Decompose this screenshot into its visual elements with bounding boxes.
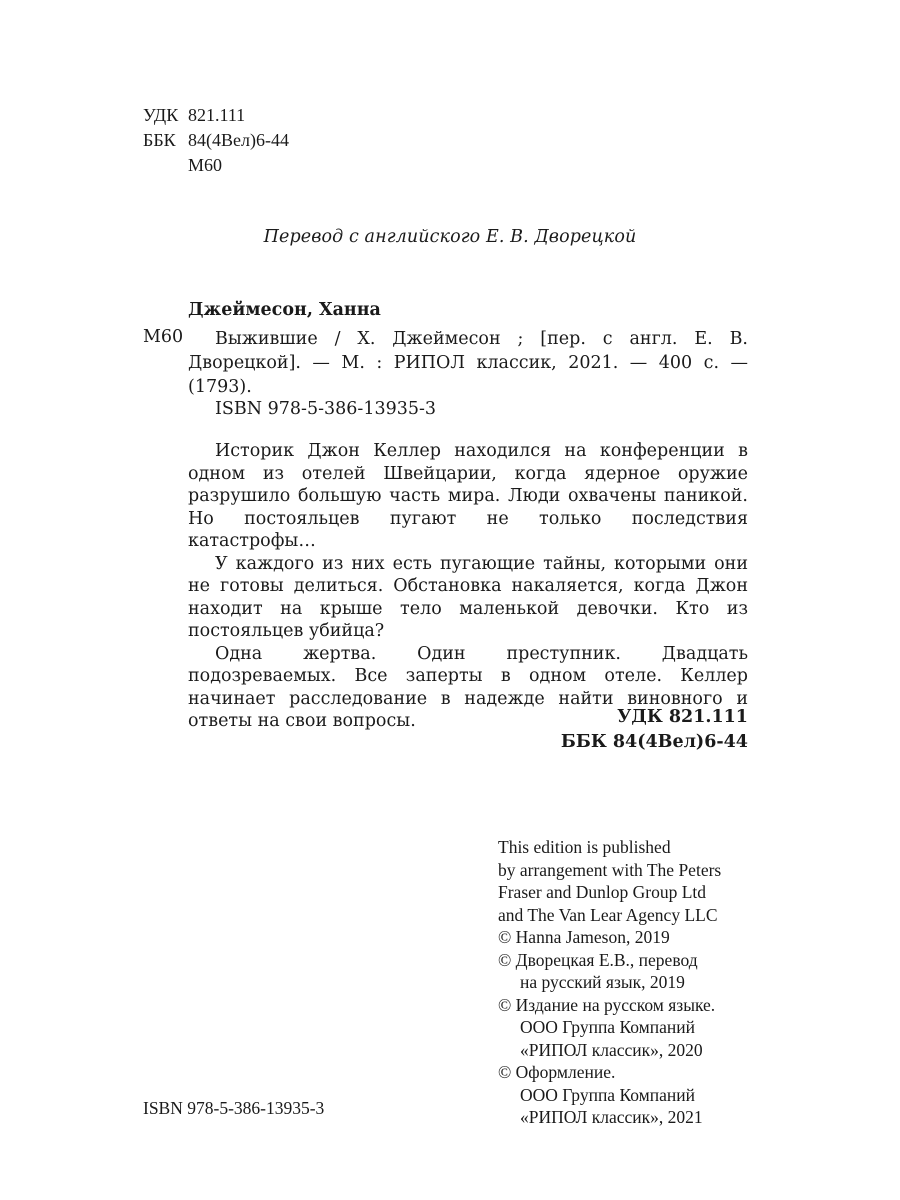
- edition-rights-line: ООО Группа Компаний: [520, 1017, 695, 1037]
- annotation-paragraph: У каждого из них есть пугающие тайны, которыми они не готовы делиться. Обстановка накаляется, когда Джон находит на крыше тело маленькой девочки. Кто из постояльцев убийца?: [188, 553, 748, 641]
- author-rights: © Hanna Jameson, 2019: [498, 927, 670, 947]
- udk-right: УДК 821.111: [617, 707, 748, 727]
- classification-right: [561, 705, 748, 755]
- bib-description: Выжившие / Х. Джеймесон ; [пер. с англ. Е. В. Дворецкой]. — М. : РИПОЛ классик, 2021. — 400 с. — (1793).: [188, 329, 748, 397]
- bbk-right: ББК 84(4Вел)6-44: [560, 732, 748, 752]
- annotation-paragraph: Историк Джон Келлер находился на конференции в одном из отелей Швейцарии, когда ядерное оружие разрушило большую часть мира. Люди охвачены паникой. Но постояльцев пугают не только последствия катастрофы…: [188, 441, 748, 551]
- design-rights-line: © Оформление.: [498, 1062, 616, 1082]
- edition-line: This edition is published: [498, 837, 671, 857]
- bib-author: Джеймесон, Ханна: [188, 300, 381, 320]
- udk-value: 821.111: [188, 105, 246, 125]
- udk-row: [143, 103, 289, 128]
- bbk-row: [143, 128, 289, 153]
- author-mark: М60: [188, 155, 223, 175]
- bbk-label: ББК: [143, 130, 176, 150]
- design-rights-line: ООО Группа Компаний: [520, 1084, 695, 1105]
- translator-note: Перевод с английского Е. В. Дворецкой: [263, 227, 637, 247]
- edition-line: by arrangement with The Peters: [498, 859, 722, 880]
- edition-line: and The Van Lear Agency LLC: [498, 904, 718, 925]
- copyright-block: [498, 836, 788, 1129]
- bbk-value: 84(4Вел)6-44: [188, 130, 289, 150]
- bib-isbn: ISBN 978-5-386-13935-3: [215, 399, 437, 419]
- edition-rights-line: © Издание на русском языке.: [498, 994, 716, 1015]
- edition-rights-line: «РИПОЛ классик», 2020: [520, 1039, 703, 1060]
- translation-rights-line: на русский язык, 2019: [520, 972, 685, 992]
- edition-line: Fraser and Dunlop Group Ltd: [498, 882, 707, 902]
- translation-rights-line: © Дворецкая Е.В., перевод: [498, 949, 698, 970]
- udk-label: УДК: [143, 105, 179, 125]
- isbn-bottom: ISBN 978-5-386-13935-3: [143, 1098, 325, 1118]
- classification-block: [143, 103, 289, 178]
- annotation-paragraph: Одна жертва. Один преступник. Двадцать подозреваемых. Все заперты в одном отеле. Келлер начинает расследование в надежде найти виновного и ответы на свои вопросы.: [188, 643, 748, 731]
- author-mark-row: [143, 153, 289, 178]
- design-rights-line: «РИПОЛ классик», 2021: [520, 1107, 703, 1127]
- bib-author-mark: М60: [143, 327, 184, 347]
- annotation: [188, 440, 748, 733]
